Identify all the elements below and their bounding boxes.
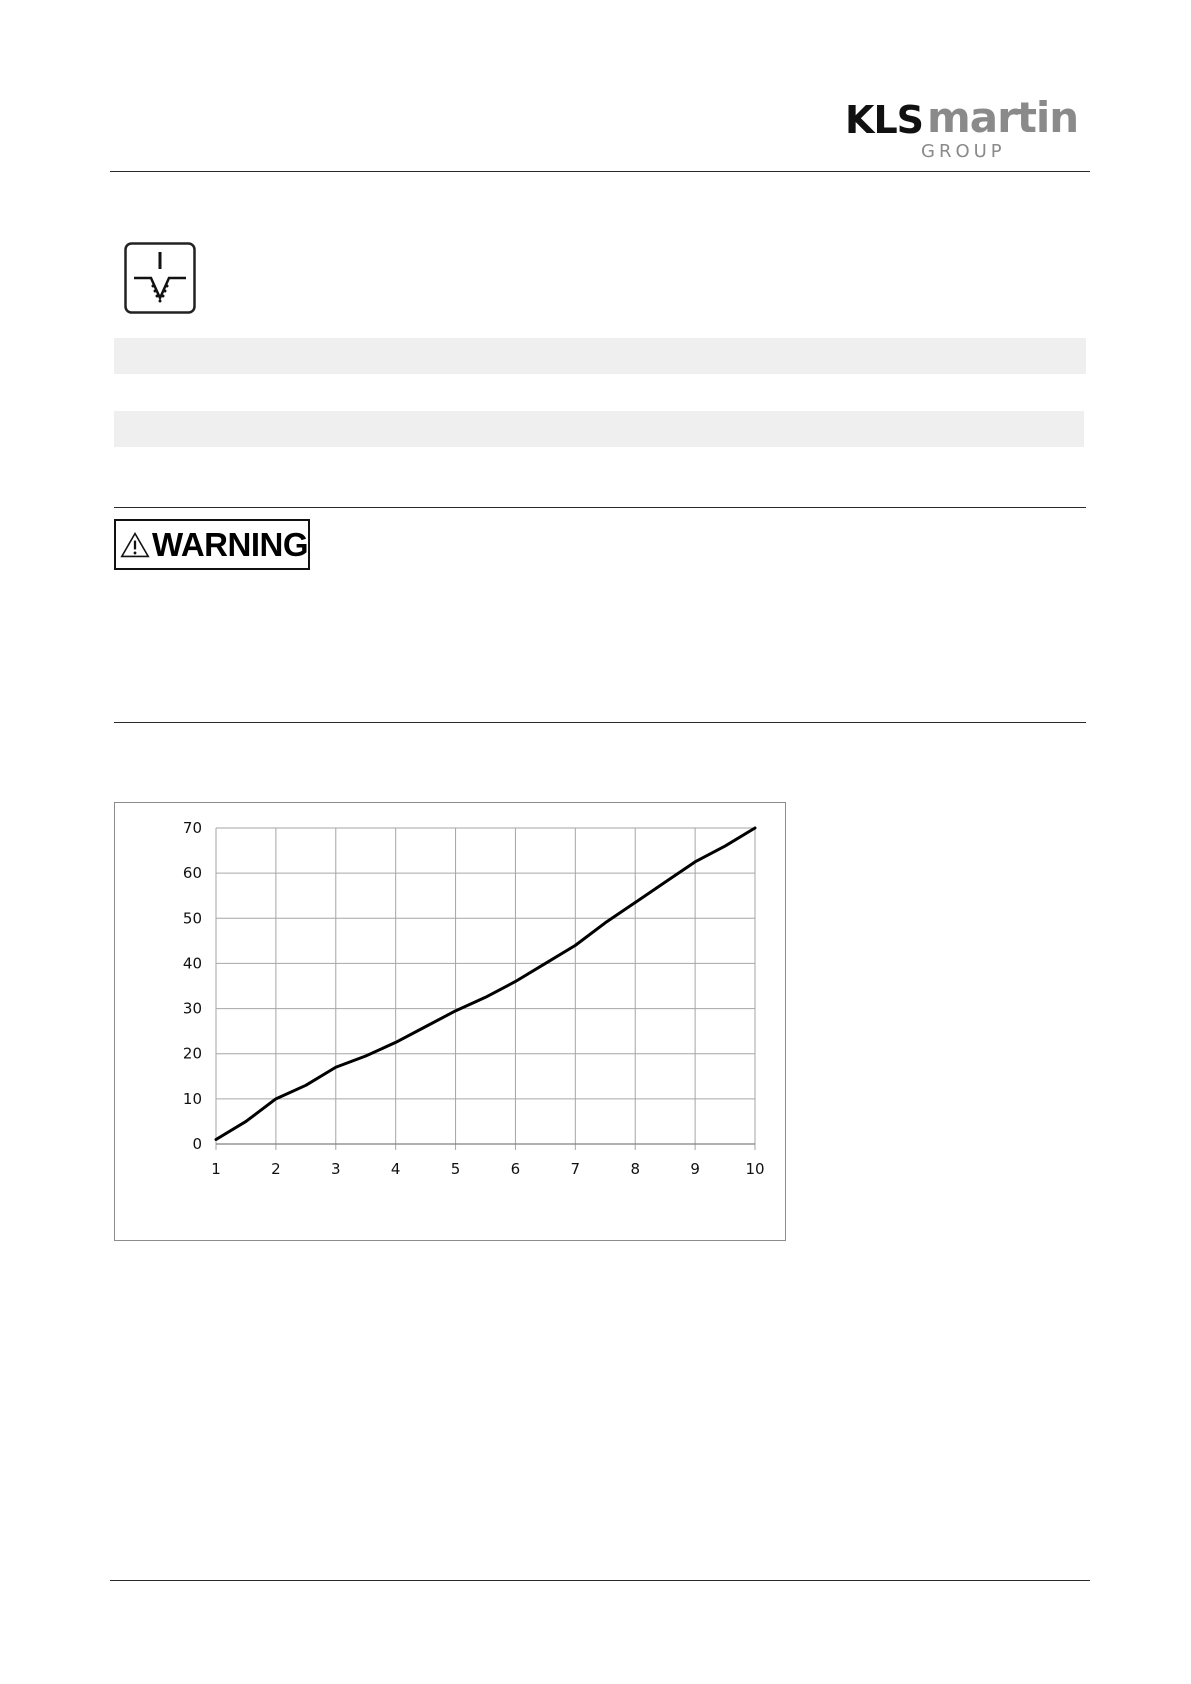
footer-divider [110, 1580, 1090, 1581]
header-divider [110, 171, 1090, 172]
line-chart [115, 803, 787, 1242]
x-tick-label: 2 [271, 1160, 281, 1178]
x-tick-label: 3 [331, 1160, 341, 1178]
y-tick-label: 20 [182, 1044, 202, 1063]
y-tick-label: 0 [192, 1135, 202, 1153]
logo-secondary-text: martin [927, 93, 1079, 142]
y-tick-label: 60 [182, 864, 202, 883]
y-tick-label: 30 [182, 999, 202, 1018]
x-tick-label: 9 [690, 1160, 700, 1178]
warning-text: WARNING [152, 525, 308, 563]
logo-group-text: GROUP [921, 141, 1006, 162]
x-tick-label: 10 [745, 1160, 765, 1178]
y-tick-label: 50 [182, 909, 202, 928]
x-tick-label: 4 [390, 1160, 401, 1178]
laser-cut-symbol-icon [124, 242, 196, 314]
kls-martin-logo [845, 93, 1090, 164]
warning-label [114, 519, 310, 570]
y-tick-label: 10 [182, 1089, 202, 1108]
y-tick-label: 70 [182, 819, 202, 837]
warning-triangle-icon [120, 530, 150, 560]
x-tick-label: 5 [450, 1160, 461, 1178]
chart-frame [114, 802, 786, 1241]
warning-bottom-divider [114, 722, 1086, 723]
grey-band-2 [114, 411, 1084, 447]
warning-top-divider [114, 507, 1086, 508]
x-tick-label: 6 [510, 1160, 521, 1178]
x-tick-label: 7 [570, 1160, 581, 1178]
series-line [216, 828, 755, 1139]
grey-band-1 [114, 338, 1086, 374]
x-tick-label: 8 [630, 1160, 640, 1178]
y-tick-label: 40 [182, 954, 202, 973]
x-tick-label: 1 [211, 1160, 221, 1178]
logo-primary-text: KLS [845, 98, 924, 142]
